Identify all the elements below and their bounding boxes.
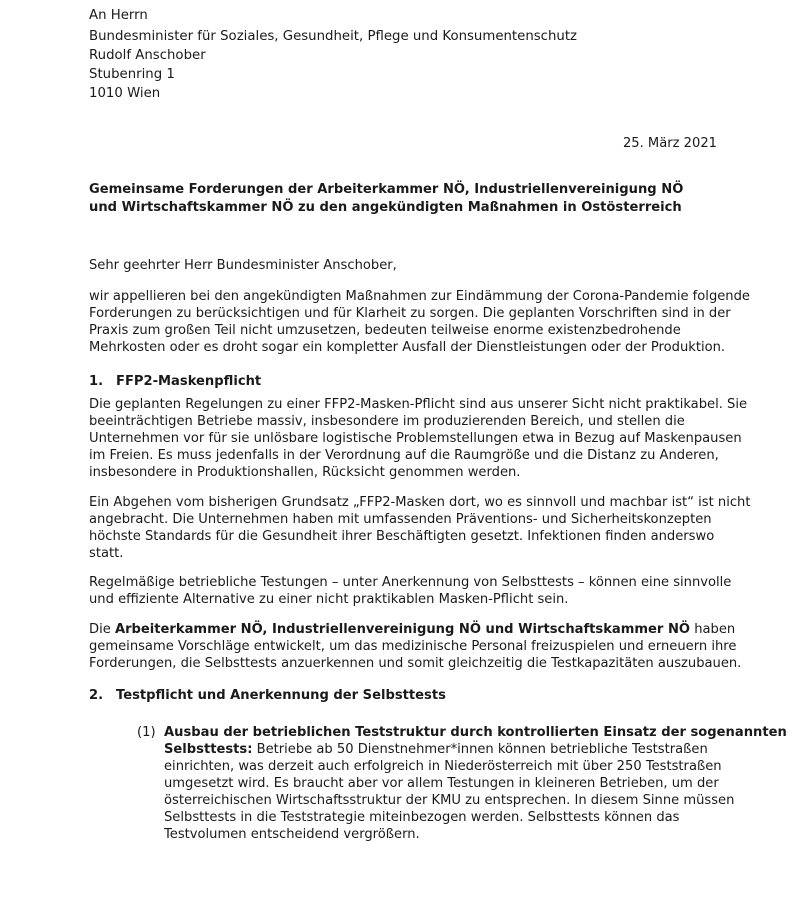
section-1-para-4-tail: haben [690,622,736,637]
section-1-heading [89,374,261,389]
section-2-number: 2. [89,688,104,703]
salutation: Sehr geehrter Herr Bundesminister Anschober, [89,258,397,273]
section-1-para-1-line: im Freien. Es muss jedenfalls in der Verordnung auf die Raumgröße und die Distanz zu Anderen, [89,448,719,463]
section-1-para-4-lead: Die [89,622,115,637]
subject-line-1: Gemeinsame Forderungen der Arbeiterkammer NÖ, Industriellenvereinigung NÖ [89,182,684,197]
intro-line: Praxis zum großen Teil nicht umzusetzen, bedeuten teilweise enorme existenzbedrohende [89,323,681,338]
intro-line: wir appellieren bei den angekündigten Maßnahmen zur Eindämmung der Corona-Pandemie folgende [89,289,750,304]
section-2-heading [89,688,446,703]
recipient-line-2: Bundesminister für Soziales, Gesundheit, Pflege und Konsumentenschutz [89,29,578,44]
section-2-item-1-line: Selbsttests in die Teststrategie miteinbezogen werden. Selbsttests können das [164,810,680,825]
section-2-item-1-line [164,742,708,757]
section-1-para-3-line: Regelmäßige betriebliche Testungen – unter Anerkennung von Selbsttests – können eine sinnvolle [89,575,732,590]
subject-line-2: und Wirtschaftskammer NÖ zu den angekündigten Maßnahmen in Ostösterreich [89,200,682,215]
section-2-item-1-lead: Selbsttests: [164,742,253,757]
section-2-item-1-number: (1) [137,725,156,740]
section-1-para-1-line: Unternehmen vor für sie unlösbare logistische Problemstellungen etwa in Bezug auf Maskenpausen [89,431,742,446]
section-1-para-3-line: und effiziente Alternative zu einer nicht praktikablen Masken-Pflicht sein. [89,592,569,607]
section-2-item-1-tail: Betriebe ab 50 Dienstnehmer*innen können betriebliche Teststraßen [252,742,708,757]
section-1-para-2-line: Ein Abgehen vom bisherigen Grundsatz „FFP2-Masken dort, wo es sinnvoll und machbar ist“ ist nicht [89,495,751,510]
section-1-para-1-line: Die geplanten Regelungen zu einer FFP2-Masken-Pflicht sind aus unserer Sicht nicht praktikabel. Sie [89,397,748,412]
section-2-item-1-line: einrichten, was derzeit auch erfolgreich in Niederösterreich mit über 250 Teststraßen [164,759,722,774]
section-1-para-1-line: insbesondere in Produktionshallen, Rücksicht genommen werden. [89,465,521,480]
recipient-line-5: 1010 Wien [89,86,161,101]
section-1-para-2-line: statt. [89,546,124,561]
section-1-title: FFP2-Maskenpflicht [116,374,262,389]
section-2-item-1-line: Testvolumen entscheidend vergrößern. [164,827,420,842]
section-1-para-4-line: Forderungen, die Selbsttests anzuerkennen und somit gleichzeitig die Testkapazitäten auszubauen. [89,656,742,671]
section-1-para-2-line: höchste Standards für die Gesundheit ihrer Beschäftigten gesetzt. Infektionen finden anderswo [89,529,715,544]
recipient-line-1: An Herrn [89,8,148,23]
section-1-para-1-line: beeinträchtigen Betriebe massiv, insbesondere im produzierenden Bereich, und stellen die [89,414,685,429]
intro-line: Forderungen zu berücksichtigen und für Klarheit zu sorgen. Die geplanten Vorschriften sind in der [89,306,731,321]
section-2-item-1-line: umgesetzt wird. Es braucht aber vor allem Testungen in kleineren Betrieben, um der [164,776,719,791]
section-1-para-4-line [89,622,735,638]
recipient-line-3: Rudolf Anschober [89,48,206,63]
section-2-title: Testpflicht und Anerkennung der Selbsttests [116,688,446,703]
section-1-para-2-line: angebracht. Die Unternehmen haben mit umfassenden Präventions- und Sicherheitskonzepten [89,512,712,527]
section-2-item-1-bold-line: Ausbau der betrieblichen Teststruktur durch kontrollierten Einsatz der sogenannten [164,725,787,740]
letter-date: 25. März 2021 [622,136,717,151]
intro-line: Mehrkosten oder es droht sogar ein kompletter Ausfall der Dienstleistungen oder der Produktion. [89,340,726,355]
section-1-number: 1. [89,374,104,389]
section-2-item-1-line: österreichischen Wirtschaftsstruktur der KMU zu entsprechen. In diesem Sinne müssen [164,793,735,808]
section-1-para-4-line: gemeinsame Vorschläge entwickelt, um das medizinische Personal freizuspielen und erneuern ihre [89,639,737,654]
section-1-para-4-organisations: Arbeiterkammer NÖ, Industriellenvereinigung NÖ und Wirtschaftskammer NÖ [114,622,691,637]
recipient-line-4: Stubenring 1 [89,67,175,82]
